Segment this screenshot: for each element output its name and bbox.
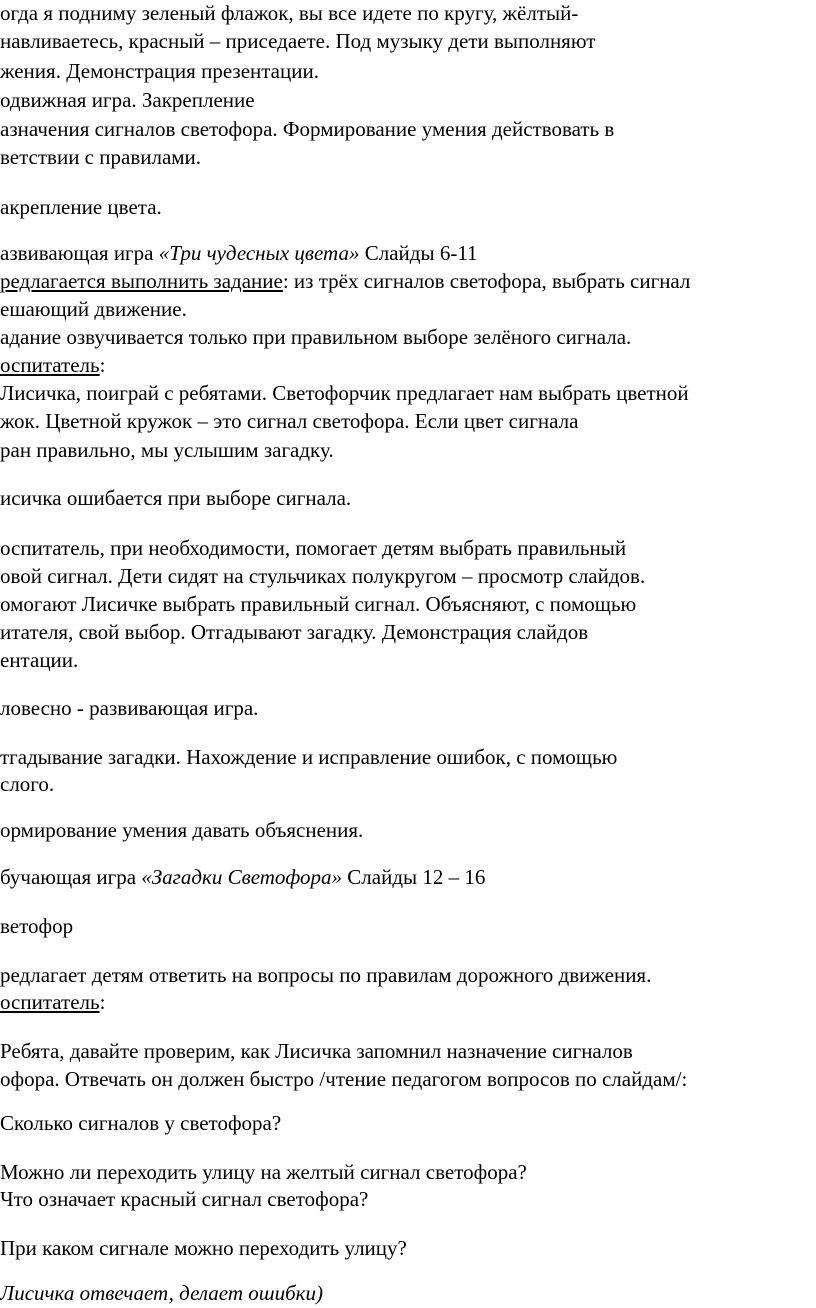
text-line: ормирование умения давать объяснения. xyxy=(0,818,364,842)
text-line: редлагает детям ответить на вопросы по правилам дорожного движения. xyxy=(0,963,652,987)
text-line: Лисичка, поиграй с ребятами. Светофорчик предлагает нам выбрать цветной xyxy=(0,381,689,405)
game-title: «Загадки Светофора» xyxy=(141,865,343,889)
text-span: Слайды 6-11 xyxy=(359,241,478,265)
text-span: азвивающая игра xyxy=(0,241,159,265)
text-line xyxy=(0,352,105,378)
text-line xyxy=(0,864,485,890)
text-line: омогают Лисичке выбрать правильный сигнал. Объясняют, с помощью xyxy=(0,592,637,616)
text-span: : xyxy=(99,353,106,377)
text-line: ран правильно, мы услышим загадку. xyxy=(0,438,334,462)
text-line: тгадывание загадки. Нахождение и исправление ошибок, с помощью xyxy=(0,745,618,769)
text-span: : из трёх сигналов светофора, выбрать сигнал xyxy=(282,269,691,293)
underlined-text: оспитатель xyxy=(0,353,100,377)
text-line: исичка ошибается при выборе сигнала. xyxy=(0,486,352,510)
text-line: итателя, свой выбор. Отгадывают загадку. Демонстрация слайдов xyxy=(0,620,589,644)
text-line: офора. Отвечать он должен быстро /чтение педагогом вопросов по слайдам/: xyxy=(0,1067,688,1091)
text-line: ветствии с правилами. xyxy=(0,145,202,169)
text-line: одвижная игра. Закрепление xyxy=(0,88,255,112)
text-line: Сколько сигналов у светофора? xyxy=(0,1111,282,1135)
game-title: «Три чудесных цвета» xyxy=(158,241,360,265)
underlined-text: редлагается выполнить задание xyxy=(0,269,283,293)
text-line: ентации. xyxy=(0,648,79,672)
text-line: слого. xyxy=(0,772,55,796)
text-line: жения. Демонстрация презентации. xyxy=(0,59,319,83)
text-line: ешающий движение. xyxy=(0,297,187,321)
text-line: Лисичка отвечает, делает ошибки) xyxy=(0,1281,323,1305)
text-line: навливаетесь, красный – приседаете. Под музыку дети выполняют xyxy=(0,29,596,53)
text-line xyxy=(0,240,478,266)
text-line: адание озвучивается только при правильном выборе зелёного сигнала. xyxy=(0,325,632,349)
text-span: бучающая игра xyxy=(0,865,142,889)
text-line: овой сигнал. Дети сидят на стульчиках полукругом – просмотр слайдов. xyxy=(0,564,646,588)
text-line: Можно ли переходить улицу на желтый сигнал светофора? xyxy=(0,1160,527,1184)
text-span: Слайды 12 – 16 xyxy=(342,865,486,889)
text-line: оспитатель, при необходимости, помогает детям выбрать правильный xyxy=(0,536,627,560)
text-line: азначения сигналов светофора. Формирование умения действовать в xyxy=(0,117,615,141)
text-line xyxy=(0,989,105,1015)
text-line: ловесно - развивающая игра. xyxy=(0,696,259,720)
text-span: : xyxy=(99,990,106,1014)
text-line: Ребята, давайте проверим, как Лисичка запомнил назначение сигналов xyxy=(0,1039,633,1063)
text-line: жок. Цветной кружок – это сигнал светофора. Если цвет сигнала xyxy=(0,409,579,433)
text-line: Что означает красный сигнал светофора? xyxy=(0,1187,369,1211)
text-line xyxy=(0,268,690,294)
text-line: При каком сигнале можно переходить улицу? xyxy=(0,1236,407,1260)
text-line: огда я подниму зеленый флажок, вы все идете по кругу, жёлтый- xyxy=(0,1,579,25)
text-line: ветофор xyxy=(0,914,74,938)
text-line: акрепление цвета. xyxy=(0,195,162,219)
underlined-text: оспитатель xyxy=(0,990,100,1014)
